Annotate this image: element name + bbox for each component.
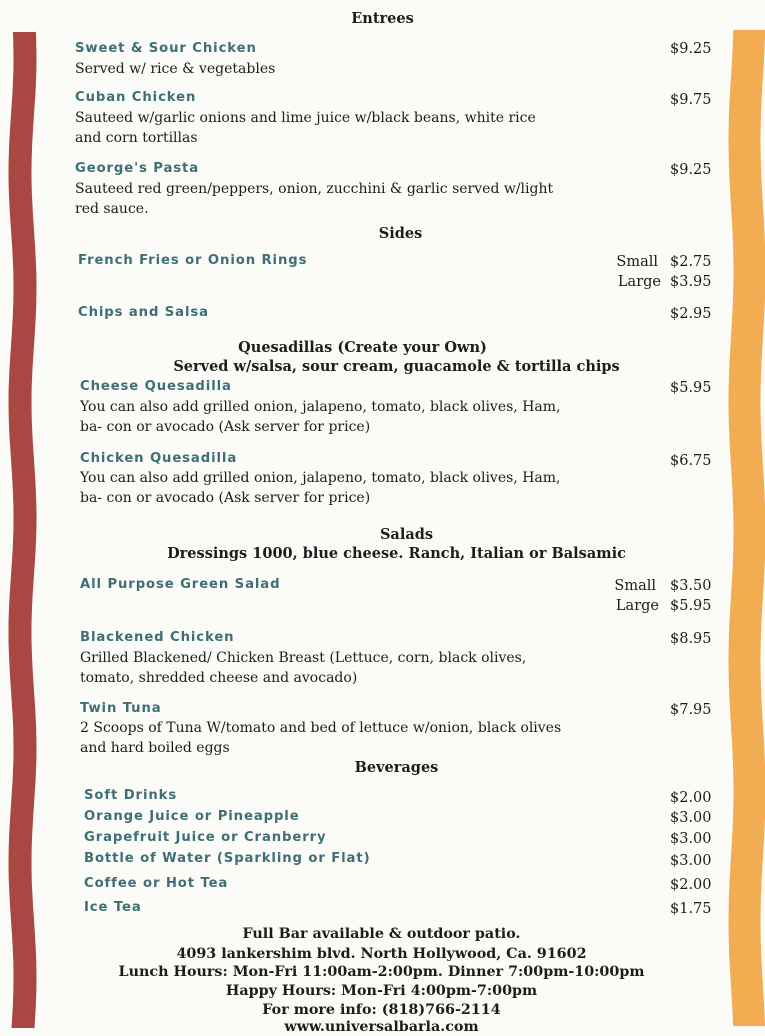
right-decorative-band <box>727 0 765 1035</box>
price-small-salad: $3.50 <box>670 578 712 594</box>
left-decorative-band <box>0 0 38 1035</box>
item-name-soft-drinks: Soft Drinks <box>84 788 178 803</box>
item-name-cheese-quesadilla: Cheese Quesadilla <box>80 379 232 394</box>
item-name-cuban-chicken: Cuban Chicken <box>75 90 197 105</box>
price-small-fries: $2.75 <box>670 254 712 270</box>
price-georges-pasta: $9.25 <box>670 162 712 178</box>
price-coffee-tea: $2.00 <box>670 877 712 893</box>
item-name-twin-tuna: Twin Tuna <box>80 701 162 716</box>
item-name-chicken-quesadilla: Chicken Quesadilla <box>80 451 238 466</box>
item-name-coffee-tea: Coffee or Hot Tea <box>84 876 229 891</box>
price-soft-drinks: $2.00 <box>670 790 712 806</box>
price-cuban-chicken: $9.75 <box>670 92 712 108</box>
quesadillas-subheading: Served w/salsa, sour cream, guacamole & tortilla chips <box>173 358 620 375</box>
sides-heading: Sides <box>378 225 423 242</box>
desc-cuban-chicken: Sauteed w/garlic onions and lime juice w/black beans, white rice and corn tortillas <box>75 110 536 146</box>
item-name-bottle-water: Bottle of Water (Sparkling or Flat) <box>84 851 371 866</box>
beverages-heading: Beverages <box>354 759 439 776</box>
desc-twin-tuna: 2 Scoops of Tuna W/tomato and bed of lettuce w/onion, black olives and hard boiled eggs <box>80 720 562 756</box>
salads-heading: Salads <box>379 526 434 543</box>
price-cheese-quesadilla: $5.95 <box>670 380 712 396</box>
price-orange-pineapple: $3.00 <box>670 810 712 826</box>
desc-chicken-quesadilla: You can also add grilled onion, jalapeno, tomato, black olives, Ham, ba- con or avocado (Ask server for price) <box>80 470 561 506</box>
size-label-small-salad: Small <box>614 578 656 594</box>
desc-blackened-chicken: Grilled Blackened/ Chicken Breast (Lettuce, corn, black olives, tomato, shredded cheese and avocado) <box>80 650 527 686</box>
item-name-sweet-sour-chicken: Sweet & Sour Chicken <box>75 41 257 56</box>
footer-lunch-dinner-hours: Lunch Hours: Mon-Fri 11:00am-2:00pm. Dinner 7:00pm-10:00pm <box>118 964 645 980</box>
item-name-georges-pasta: George's Pasta <box>75 161 200 176</box>
desc-cheese-quesadilla: You can also add grilled onion, jalapeno, tomato, black olives, Ham, ba- con or avocado (Ask server for price) <box>80 399 561 435</box>
footer-bar-patio: Full Bar available & outdoor patio. <box>242 926 521 942</box>
salads-subheading: Dressings 1000, blue cheese. Ranch, Italian or Balsamic <box>167 545 626 562</box>
footer-phone: For more info: (818)766-2114 <box>262 1002 501 1018</box>
item-name-fries-onion-rings: French Fries or Onion Rings <box>78 253 308 268</box>
footer-happy-hours: Happy Hours: Mon-Fri 4:00pm-7:00pm <box>225 983 538 999</box>
price-blackened-chicken: $8.95 <box>670 631 712 647</box>
item-name-grapefruit-cranberry: Grapefruit Juice or Cranberry <box>84 830 327 845</box>
desc-georges-pasta: Sauteed red green/peppers, onion, zucchini & garlic served w/light red sauce. <box>75 181 554 217</box>
price-large-fries: $3.95 <box>670 274 712 290</box>
footer-address: 4093 lankershim blvd. North Hollywood, Ca. 91602 <box>176 946 587 962</box>
entrees-heading: Entrees <box>351 10 414 27</box>
size-label-small-fries: Small <box>616 254 658 270</box>
size-label-large-salad: Large <box>615 598 659 614</box>
price-chips-salsa: $2.95 <box>670 306 712 322</box>
price-bottle-water: $3.00 <box>670 853 712 869</box>
item-name-green-salad: All Purpose Green Salad <box>80 577 281 592</box>
item-name-blackened-chicken: Blackened Chicken <box>80 630 235 645</box>
price-large-salad: $5.95 <box>670 598 712 614</box>
size-label-large-fries: Large <box>617 274 661 290</box>
item-name-chips-salsa: Chips and Salsa <box>78 305 209 320</box>
item-name-ice-tea: Ice Tea <box>84 900 142 915</box>
quesadillas-heading: Quesadillas (Create your Own) <box>238 339 487 356</box>
price-chicken-quesadilla: $6.75 <box>670 453 712 469</box>
price-twin-tuna: $7.95 <box>670 702 712 718</box>
price-grapefruit-cranberry: $3.00 <box>670 831 712 847</box>
footer-website[interactable]: www.universalbarla.com <box>284 1019 479 1035</box>
item-name-orange-pineapple: Orange Juice or Pineapple <box>84 809 300 824</box>
desc-sweet-sour-chicken: Served w/ rice & vegetables <box>75 61 276 77</box>
price-sweet-sour-chicken: $9.25 <box>670 41 712 57</box>
price-ice-tea: $1.75 <box>670 901 712 917</box>
